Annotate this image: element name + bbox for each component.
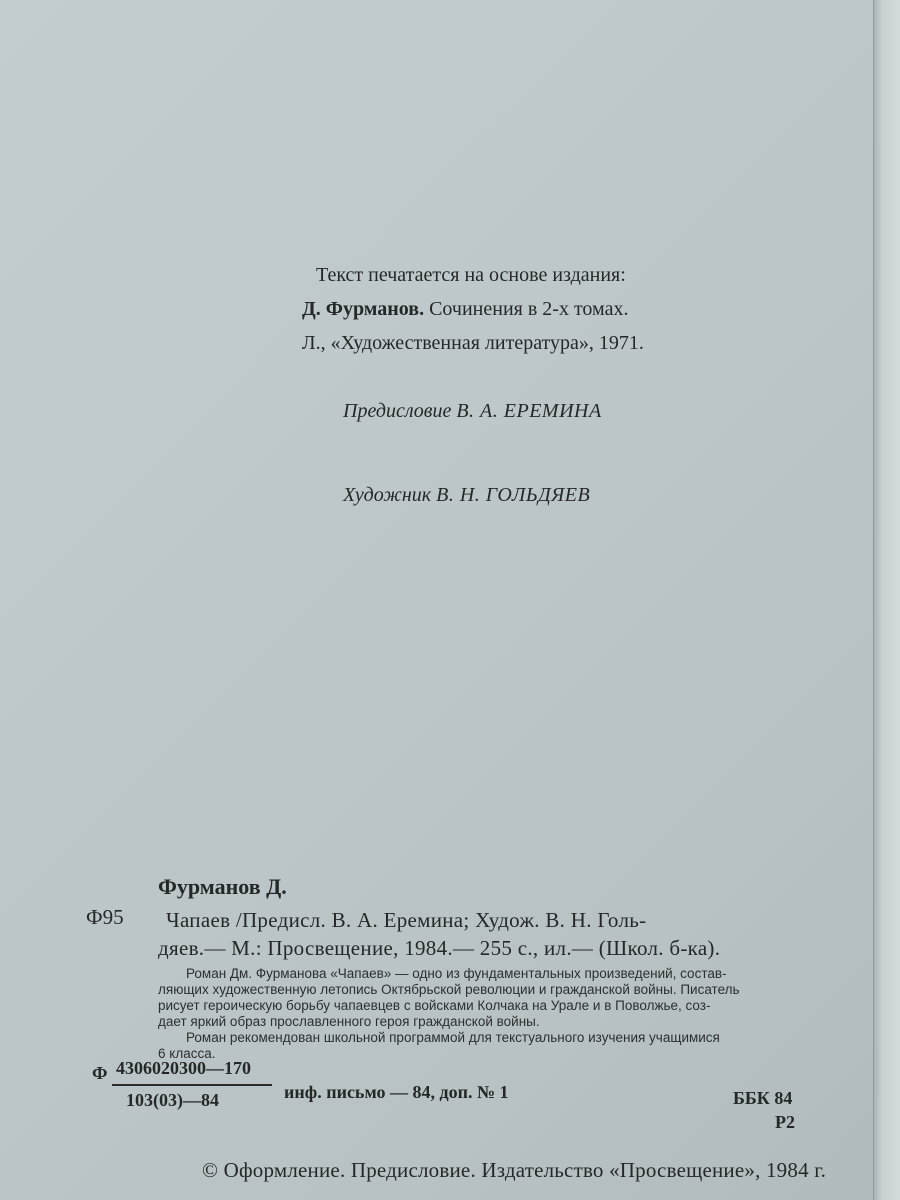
index-code-top: 4306020300—170 <box>116 1058 251 1078</box>
index-code-bottom: 103(03)—84 <box>126 1090 219 1110</box>
preface-credit <box>343 400 602 423</box>
artist-credit <box>343 484 590 507</box>
catalog-entry-line-2: дяев.— М.: Просвещение, 1984.— 255 с., ил.— (Школ. б-ка). <box>158 936 721 960</box>
catalog-author: Фурманов Д. <box>158 874 287 899</box>
catalog-entry-line-1: Чапаев /Предисл. В. А. Еремина; Худож. В. Н. Голь- <box>166 908 647 932</box>
annotation-line-2-text: ляющих художественную летопись Октябрьской революции и гражданской войны. <box>158 982 677 997</box>
annotation-line-3: рисует героическую борьбу чапаевцев с войсками Колчака на Урале и в Поволжье, соз- <box>158 998 711 1013</box>
catalog-code: Ф95 <box>86 905 124 929</box>
annotation-line-2 <box>158 982 740 998</box>
phi-mark: Ф <box>92 1063 108 1083</box>
fraction-divider <box>112 1084 272 1086</box>
artist-label: Художник <box>343 484 437 506</box>
preface-name: В. А. ЕРЕМИНА <box>456 400 602 422</box>
bbk-code: ББК 84 <box>733 1088 793 1108</box>
source-author: Д. Фурманов. <box>302 298 425 320</box>
source-edition-line-3: Л., «Художественная литература», 1971. <box>302 332 644 354</box>
info-letter: инф. письмо — 84, доп. № 1 <box>284 1082 509 1102</box>
source-edition-line-1: Текст печатается на основе издания: <box>316 264 626 286</box>
annotation-line-5: Роман рекомендован школьной программой для текстуального изучения учащимися <box>186 1030 720 1045</box>
annotation-line-4: дает яркий образ прославленного героя гражданской войны. <box>158 1014 540 1029</box>
annotation-line-2-tail: Писатель <box>676 982 740 997</box>
annotation-line-6: 6 класса. <box>158 1046 216 1061</box>
artist-name: В. Н. ГОЛЬДЯЕВ <box>436 484 591 506</box>
source-works: Сочинения в 2-х томах. <box>424 298 629 320</box>
bbk-subcode: Р2 <box>775 1112 795 1132</box>
source-edition-line-2 <box>302 292 628 326</box>
next-page-edge <box>873 0 900 1200</box>
preface-label: Предисловие <box>343 400 457 422</box>
annotation-line-1: Роман Дм. Фурманова «Чапаев» — одно из фундаментальных произведений, состав- <box>186 966 727 981</box>
copyright-line: © Оформление. Предисловие. Издательство «Просвещение», 1984 г. <box>202 1158 827 1182</box>
